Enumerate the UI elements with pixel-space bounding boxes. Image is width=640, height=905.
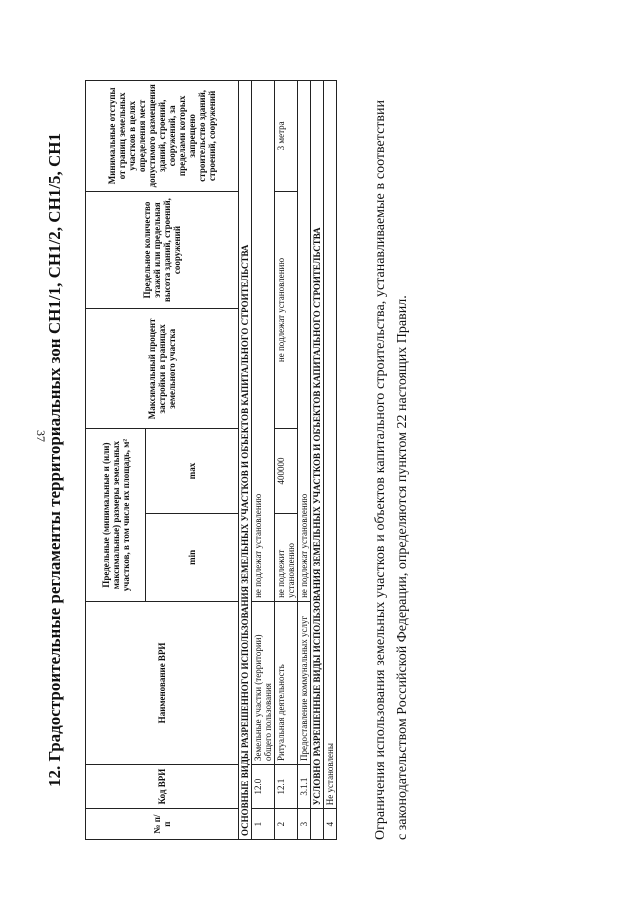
header-max: max: [146, 429, 239, 514]
row-value: Не установлены: [324, 81, 337, 809]
header-floors: Предельное количество этажей или предельная высота зданий, строений, сооружений: [86, 191, 239, 309]
row-value: не подлежат установлению: [298, 81, 311, 602]
section-row-cond: [311, 81, 324, 840]
row-num-blank: [311, 809, 324, 840]
row-num: 3: [298, 809, 311, 840]
table-header-row: [86, 81, 146, 840]
row-num: 1: [252, 809, 275, 840]
regulations-table: [85, 80, 337, 840]
header-min: min: [146, 513, 239, 601]
row-value: не подлежат установлению: [252, 81, 275, 602]
row-max: 400000: [275, 429, 298, 514]
row-min: не подлежит установлению: [275, 513, 298, 601]
table-row: [324, 81, 337, 840]
restrictions-paragraph: Ограничения использования земельных участков и объектов капитального строительства, устанавливаемые в соответствии с законодательством Российской Федерации, определяются пунктом 22 настоящих Правил.: [373, 100, 410, 840]
row-percent: не подлежат установлению: [275, 191, 298, 429]
row-name: Предоставление коммунальных услуг: [298, 601, 311, 764]
rotated-page-content: [45, 80, 585, 840]
page-title: 12. Градостроительные регламенты территориальных зон СН1/1, СН1/2, СН1/5, СН1: [45, 132, 64, 788]
row-code: 12.1: [275, 764, 298, 808]
table-row: [275, 81, 298, 840]
section-main: ОСНОВНЫЕ ВИДЫ РАЗРЕШЕННОГО ИСПОЛЬЗОВАНИЯ ЗЕМЕЛЬНЫХ УЧАСТКОВ И ОБЪЕКТОВ КАПИТАЛЬНОГО СТРОИТЕЛЬСТВА: [239, 81, 252, 840]
header-sizes: Предельные (минимальные и (или) максимальные) размеры земельных участков, в том числе их площадь, м²: [86, 429, 146, 602]
row-offset: 3 метра: [275, 81, 298, 192]
row-code: 12.0: [252, 764, 275, 808]
header-code: Код ВРИ: [86, 764, 239, 808]
section-row-main: [239, 81, 252, 840]
row-name: Ритуальная деятельность: [275, 601, 298, 764]
header-percent: Максимальный процент застройки в границах земельного участка: [86, 309, 239, 429]
page-number: 37: [34, 430, 48, 442]
table-row: [298, 81, 311, 840]
header-name: Наименование ВРИ: [86, 601, 239, 764]
table-row: [252, 81, 275, 840]
header-offset: Минимальные отступы от границ земельных участков в целях определения мест допустимого размещения зданий, строений, сооружений, за пределами которых запрещено строительство зданий, строений, сооружений: [86, 81, 239, 192]
row-name: Земельные участки (территории) общего пользования: [252, 601, 275, 764]
row-num: 2: [275, 809, 298, 840]
row-code: 3.1.1: [298, 764, 311, 808]
section-cond: УСЛОВНО РАЗРЕШЕННЫЕ ВИДЫ ИСПОЛЬЗОВАНИЯ ЗЕМЕЛЬНЫХ УЧАСТКОВ И ОБЪЕКТОВ КАПИТАЛЬНОГО СТРОИТЕЛЬСТВА: [311, 81, 324, 809]
header-num: № п/п: [86, 809, 239, 840]
row-num: 4: [324, 809, 337, 840]
